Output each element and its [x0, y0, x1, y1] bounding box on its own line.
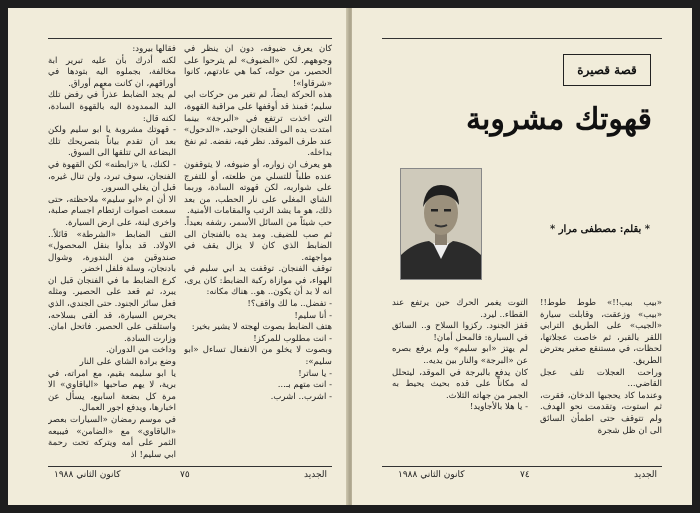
text-column-left: التوت يغمر الحرك حين يرتفع عند القطاء.. ليرد. قفز الجنود. ركزوا السلاح و.. السائق في السيارة: فالمحل أمان! لم يهتز «ابو سليم» ولم يرفع بصره عن «البرجة» والنار بين يديه.. كان يدفع بالبرجة في الموقد، ليتحلل له مكاناً على قده بحيث يحيط به الجمر من جهاته الثلاث. - يا هلا بالأجاويد!	[392, 298, 528, 413]
footer-magazine-name: الجديد	[304, 470, 328, 480]
magazine-spread	[8, 8, 692, 505]
page-75	[8, 8, 348, 505]
bottom-rule	[382, 466, 662, 467]
story-type-box: قصة قصيرة	[563, 54, 651, 86]
text-column-right: كان يعرف ضيوفه، دون ان ينظر في وجوههم. لكن «الضيوف» لم يترحوا على الحصير، من حوله، كما هي عادتهم، كانوا «شرقاوا»! هذه الحركة ايضاً، لم تغير من حركات ابي سليم؛ فمنذ قد أوقفها على مراقبة القهوة، التي اخذت ترتفع في «البرجة» بينما امتدت يده الى الفنجان الوحيد، «الدحول» عند طرف الموقد. نظر فيه، نفضه. ثم نفخ بداخله. هو يعرف ان زواره، أو ضيوفه، لا يتوقفون عنده طلباً للتسلي من طلعته، أو للتفرج على شواربه، لكن قهوته السادة، وربما الشاي المغلي على نار الحطب، من بعد ذلك، هو ما يشد الرتب والمقامات الأمنية. حب شيئاً من السائل الأسمر، رشفه بعيداً. ثم صب للضيف. ومد يده بالفنجان الى الضابط الذي كان لا يزال يقف في مواجهته. توقف الفنجان. توقفت يد ابي سليم في الهواء، في موازاة ركبة الضابط: كان يرى، انه لا بد أن يكون.. هو.. هناك مكانه: - تفضل.. ما لك واقف؟! - أنا سليم! هتف الضابط بصوت لهجته لا يشير بخير: - انت مطلوب للمركز! وبصوت لا يخلو من الانفعال تساءل «ابو سليم»: - يا ساتر! - انت متهم بـ... - اشرب.. اشرب.	[184, 44, 332, 402]
author-byline: * بقلم: مصطفى مرار *	[550, 224, 650, 235]
story-title: قهوتك مشروبة	[465, 102, 652, 137]
author-portrait-icon	[401, 169, 481, 279]
top-rule	[48, 38, 332, 39]
top-rule	[382, 38, 662, 39]
footer-date: كانون الثاني ١٩٨٨	[54, 470, 121, 480]
footer-magazine-name: الجديد	[634, 470, 658, 480]
text-column-left: فقالها بيرود: لكنه أدرك بأن عليه تبرير ابة مخالفة، بجملوه اليه بتودها في أوراقهم، ان كانت معهم أوراق. لم يجد الضابط عذراً في رفض تلك اليد الممدودة اليه بالقهوة السادة، لكنه قال: - قهوتك مشروبة يا ابو سليم ولكن بعد ان تقدم بياناً بتصريحك تلك البضاعة الي تتلقها الى السوق. - لكنك، يا «زابطنه» لكن القهوة في الفنجان، سوف تبرد، ولن تنال غيره، قبل أن يغلي السرور. الا أن ام «ابو سليم» ملاحظته، حتى سمعت اصوات ارتطام اجسام صلبة، واخرى لينة، على ارض السيارة. التف الضابط «الشرطة» قائلاً.. الاولاد. قد بدأوا بنقل المحصول» صندوقين من البندورة، وشوال بادنجان، وسلة فلفل اخضر. كرع الضابط ما في الفنجان قبل ان يبرد، ثم قعد على الحصير. ومثله فعل سائر الجنود. حتى الجندي، الذي يحرس السيارة، قد ألقى بسلاحه، واستلقى على الحصير. فاتحل امان. وزارت السادة. وداخت من الدوران. وضع برادة الشاي على النار يا ابو سليمه بقيم، مع امراته، في برية، لا يهم صاحبها «الياقاوي» الا مرة كل بضعة اسابيع، يسأل عن اخبارها، ويدفع اجور العمال. في موسم رمضان «السيارات بعصر «الياقاوي» مع «الضامن» فيبيعه الثمر على أمه ويتركه تحت رحمة ابي سليم! اذ	[48, 44, 176, 460]
bottom-rule	[48, 466, 332, 467]
text-column-right: «بيب بيب!!» طوط طوط!! «بيب» وزعقت، وقابلت سيارة «الجيب» على الطريق الترابي اللقر بالقبر، ثم خاصت عجلاتها، لحظات، في مستنقع صغير يعترض الطريق. وراحت العجلات تلف عجل القاضي... وعندما كاد يحجبها الدخان، فقرت، ثم استوت، وتقدمت نحو الهدف. ولم تتوقف حتى اطمأن السائق الى ان ظل شجرة	[540, 298, 662, 436]
footer-page-number: ٧٥	[180, 470, 190, 480]
footer-date: كانون الثاني ١٩٨٨	[398, 470, 465, 480]
page-74	[352, 8, 692, 505]
author-photo	[400, 168, 482, 280]
footer-page-number: ٧٤	[520, 470, 530, 480]
